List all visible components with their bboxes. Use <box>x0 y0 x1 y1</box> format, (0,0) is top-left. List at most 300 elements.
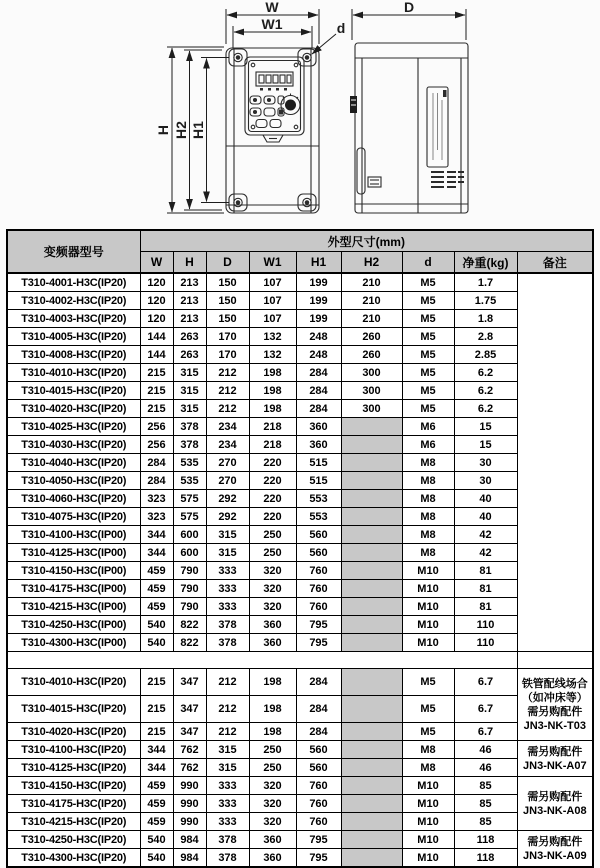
cell-h: 213 <box>173 273 206 292</box>
cell-model: T310-4015-H3C(IP20) <box>7 696 140 723</box>
cell-h: 990 <box>173 813 206 831</box>
cell-weight: 30 <box>454 454 517 472</box>
cell-w1: 360 <box>249 849 296 868</box>
cell-h2 <box>341 418 402 436</box>
latch <box>368 177 381 187</box>
cell-w1: 198 <box>249 669 296 696</box>
cell-screw: M10 <box>402 831 454 849</box>
cell-model: T310-4250-H3C(IP20) <box>7 831 140 849</box>
cell-w: 344 <box>140 759 173 777</box>
table-row <box>7 418 593 436</box>
header-model: 变频器型号 <box>7 230 140 273</box>
cell-h1: 248 <box>296 346 341 364</box>
cell-weight: 6.2 <box>454 364 517 382</box>
cell-w1: 320 <box>249 795 296 813</box>
cell-h1: 795 <box>296 831 341 849</box>
cell-weight: 6.7 <box>454 723 517 741</box>
cell-screw: M10 <box>402 795 454 813</box>
cell-w: 459 <box>140 795 173 813</box>
cell-d: 234 <box>206 436 249 454</box>
cell-h1: 553 <box>296 490 341 508</box>
cell-h2 <box>341 813 402 831</box>
cell-h: 790 <box>173 580 206 598</box>
cell-w: 323 <box>140 490 173 508</box>
cell-model: T310-4175-H3C(IP20) <box>7 795 140 813</box>
cell-weight: 6.2 <box>454 400 517 418</box>
cell-w: 540 <box>140 831 173 849</box>
cell-h1: 284 <box>296 364 341 382</box>
cell-model: T310-4300-H3C(IP00) <box>7 634 140 652</box>
cell-h1: 284 <box>296 723 341 741</box>
remark-line: JN3-NK-A07 <box>523 759 587 772</box>
cell-w1: 218 <box>249 436 296 454</box>
remark-line: （如冲床等） <box>521 691 588 704</box>
cell-model: T310-4150-H3C(IP20) <box>7 777 140 795</box>
header-w1: W1 <box>249 252 296 274</box>
cell-w: 323 <box>140 508 173 526</box>
cell-h2 <box>341 580 402 598</box>
cell-w1: 198 <box>249 723 296 741</box>
table-row <box>7 849 593 868</box>
table-section-2 <box>7 669 593 868</box>
cell-h: 984 <box>173 849 206 868</box>
cell-d: 333 <box>206 598 249 616</box>
cell-h1: 199 <box>296 310 341 328</box>
table-row <box>7 346 593 364</box>
cell-w: 459 <box>140 562 173 580</box>
cell-h: 790 <box>173 598 206 616</box>
cell-screw: M8 <box>402 759 454 777</box>
cell-model: T310-4001-H3C(IP20) <box>7 273 140 292</box>
cell-h: 822 <box>173 616 206 634</box>
cell-w1: 198 <box>249 382 296 400</box>
cell-h1: 553 <box>296 508 341 526</box>
cell-h1: 284 <box>296 400 341 418</box>
table-row <box>7 669 593 696</box>
cell-h2: 210 <box>341 310 402 328</box>
cell-model: T310-4060-H3C(IP20) <box>7 490 140 508</box>
cell-h: 213 <box>173 292 206 310</box>
cell-h1: 760 <box>296 813 341 831</box>
cell-model: T310-4015-H3C(IP20) <box>7 382 140 400</box>
cell-h: 315 <box>173 400 206 418</box>
cell-weight: 40 <box>454 490 517 508</box>
remark-line: 需另购配件 <box>527 835 583 848</box>
cell-h2 <box>341 490 402 508</box>
cell-d: 212 <box>206 382 249 400</box>
cell-weight: 15 <box>454 418 517 436</box>
cell-h2 <box>341 544 402 562</box>
table-row <box>7 273 593 292</box>
cell-w1: 107 <box>249 273 296 292</box>
cell-model: T310-4030-H3C(IP20) <box>7 436 140 454</box>
cell-h2 <box>341 795 402 813</box>
cell-d: 212 <box>206 696 249 723</box>
cell-model: T310-4125-H3C(IP00) <box>7 544 140 562</box>
header-screw: d <box>402 252 454 274</box>
cell-h: 378 <box>173 436 206 454</box>
cell-w: 459 <box>140 580 173 598</box>
remark-line: 需另购配件 <box>527 790 583 803</box>
side-view <box>350 43 468 213</box>
cell-screw: M5 <box>402 273 454 292</box>
cell-screw: M8 <box>402 454 454 472</box>
cell-screw: M10 <box>402 580 454 598</box>
cell-screw: M10 <box>402 813 454 831</box>
cell-d: 315 <box>206 544 249 562</box>
table-row <box>7 328 593 346</box>
cell-d: 333 <box>206 580 249 598</box>
cell-h2 <box>341 562 402 580</box>
cell-w: 256 <box>140 418 173 436</box>
cell-w: 344 <box>140 544 173 562</box>
cell-d: 150 <box>206 273 249 292</box>
cell-h1: 284 <box>296 382 341 400</box>
cell-h2 <box>341 454 402 472</box>
table-row <box>7 454 593 472</box>
cell-h: 575 <box>173 508 206 526</box>
cell-h1: 760 <box>296 562 341 580</box>
cell-weight: 42 <box>454 544 517 562</box>
cell-screw: M5 <box>402 400 454 418</box>
cell-h1: 560 <box>296 741 341 759</box>
cell-model: T310-4215-H3C(IP20) <box>7 813 140 831</box>
cell-model: T310-4300-H3C(IP20) <box>7 849 140 868</box>
cell-h2 <box>341 436 402 454</box>
cell-d: 212 <box>206 723 249 741</box>
cell-weight: 2.85 <box>454 346 517 364</box>
cell-h: 600 <box>173 544 206 562</box>
dim-label-h2: H2 <box>173 121 189 139</box>
cell-d: 378 <box>206 831 249 849</box>
header-dims-group: 外型尺寸(mm) <box>140 230 593 252</box>
cell-w: 344 <box>140 741 173 759</box>
cell-h1: 795 <box>296 849 341 868</box>
header-remark: 备注 <box>517 252 593 274</box>
table-header <box>7 230 593 273</box>
cell-h1: 760 <box>296 777 341 795</box>
cell-weight: 85 <box>454 777 517 795</box>
cell-h2 <box>341 759 402 777</box>
spacer-remark-cell <box>517 652 593 669</box>
remark-cell <box>517 777 593 831</box>
dim-label-d-screw: d <box>336 20 346 36</box>
cell-h1: 560 <box>296 526 341 544</box>
cell-weight: 42 <box>454 526 517 544</box>
remark-line: 需另购配件 <box>527 705 583 718</box>
cell-h2: 210 <box>341 273 402 292</box>
cell-w1: 220 <box>249 454 296 472</box>
cell-w1: 220 <box>249 490 296 508</box>
cell-w1: 218 <box>249 418 296 436</box>
cell-h2 <box>341 616 402 634</box>
cell-screw: M10 <box>402 849 454 868</box>
table-row <box>7 472 593 490</box>
dim-label-depth: D <box>403 0 415 15</box>
spacer-cell <box>7 652 517 669</box>
cell-h2: 300 <box>341 382 402 400</box>
cell-screw: M5 <box>402 696 454 723</box>
cell-h1: 360 <box>296 436 341 454</box>
remark-line: 铁管配线场合 <box>521 677 588 690</box>
cell-model: T310-4125-H3C(IP20) <box>7 759 140 777</box>
cell-w1: 198 <box>249 696 296 723</box>
dim-label-h1: H1 <box>190 121 206 139</box>
header-h1: H1 <box>296 252 341 274</box>
cell-model: T310-4025-H3C(IP20) <box>7 418 140 436</box>
table-row <box>7 310 593 328</box>
cell-screw: M10 <box>402 598 454 616</box>
cell-model: T310-4008-H3C(IP20) <box>7 346 140 364</box>
cell-h1: 284 <box>296 669 341 696</box>
cell-h2: 210 <box>341 292 402 310</box>
cell-w: 540 <box>140 849 173 868</box>
table-row <box>7 436 593 454</box>
table-spacer <box>7 652 593 669</box>
remark-line: JN3-NK-A08 <box>523 804 587 817</box>
cell-w1: 250 <box>249 741 296 759</box>
table-row <box>7 508 593 526</box>
remark-line: JN3-NK-A09 <box>523 849 587 862</box>
cell-weight: 110 <box>454 616 517 634</box>
cell-w1: 250 <box>249 526 296 544</box>
cell-w1: 132 <box>249 346 296 364</box>
remark-line: JN3-NK-T03 <box>523 719 586 732</box>
cell-d: 150 <box>206 292 249 310</box>
cell-h2 <box>341 598 402 616</box>
table-row <box>7 777 593 795</box>
cell-d: 333 <box>206 777 249 795</box>
cell-h1: 760 <box>296 598 341 616</box>
cell-h: 535 <box>173 472 206 490</box>
cell-h: 315 <box>173 364 206 382</box>
cell-w: 284 <box>140 454 173 472</box>
spacer-row <box>7 652 593 669</box>
cell-h1: 248 <box>296 328 341 346</box>
cell-d: 212 <box>206 364 249 382</box>
cell-model: T310-4150-H3C(IP00) <box>7 562 140 580</box>
cell-model: T310-4215-H3C(IP00) <box>7 598 140 616</box>
cell-h2 <box>341 696 402 723</box>
cell-w: 120 <box>140 273 173 292</box>
cell-w1: 198 <box>249 364 296 382</box>
cell-weight: 30 <box>454 472 517 490</box>
cell-h2 <box>341 634 402 652</box>
cell-h2: 300 <box>341 400 402 418</box>
cell-h2: 260 <box>341 328 402 346</box>
cell-screw: M5 <box>402 346 454 364</box>
cell-d: 315 <box>206 741 249 759</box>
cell-d: 333 <box>206 795 249 813</box>
cell-model: T310-4050-H3C(IP20) <box>7 472 140 490</box>
cell-w: 120 <box>140 292 173 310</box>
cell-w1: 320 <box>249 562 296 580</box>
header-h: H <box>173 252 206 274</box>
cell-h1: 560 <box>296 544 341 562</box>
header-weight: 净重(kg) <box>454 252 517 274</box>
cell-w1: 250 <box>249 544 296 562</box>
front-view <box>226 48 319 213</box>
cell-h2 <box>341 849 402 868</box>
cell-model: T310-4010-H3C(IP20) <box>7 669 140 696</box>
table-row <box>7 598 593 616</box>
cell-h1: 515 <box>296 454 341 472</box>
cell-w1: 360 <box>249 831 296 849</box>
remark-cell <box>517 741 593 777</box>
cell-model: T310-4020-H3C(IP20) <box>7 400 140 418</box>
cell-weight: 46 <box>454 759 517 777</box>
dim-label-w: W <box>265 0 279 15</box>
cell-w1: 360 <box>249 634 296 652</box>
cell-h: 347 <box>173 696 206 723</box>
cell-w: 215 <box>140 364 173 382</box>
cell-screw: M5 <box>402 292 454 310</box>
cell-weight: 40 <box>454 508 517 526</box>
dim-label-w1: W1 <box>261 16 283 32</box>
cell-w1: 320 <box>249 598 296 616</box>
cell-h: 790 <box>173 562 206 580</box>
cell-screw: M8 <box>402 544 454 562</box>
cell-h1: 795 <box>296 616 341 634</box>
header-h2: H2 <box>341 252 402 274</box>
cell-d: 170 <box>206 346 249 364</box>
cell-h1: 760 <box>296 580 341 598</box>
cell-h: 347 <box>173 669 206 696</box>
cell-w: 120 <box>140 310 173 328</box>
cell-weight: 81 <box>454 580 517 598</box>
cell-d: 292 <box>206 490 249 508</box>
cell-w1: 107 <box>249 292 296 310</box>
cell-screw: M8 <box>402 490 454 508</box>
cell-h: 263 <box>173 328 206 346</box>
cell-model: T310-4005-H3C(IP20) <box>7 328 140 346</box>
cell-w1: 220 <box>249 508 296 526</box>
keypad-buttons <box>250 96 284 128</box>
table-row <box>7 813 593 831</box>
cell-w1: 250 <box>249 759 296 777</box>
cell-weight: 81 <box>454 598 517 616</box>
dimension-table <box>6 229 594 868</box>
cell-h: 535 <box>173 454 206 472</box>
cell-weight: 46 <box>454 741 517 759</box>
cell-h1: 515 <box>296 472 341 490</box>
cell-h: 263 <box>173 346 206 364</box>
cell-h2: 300 <box>341 364 402 382</box>
cell-d: 378 <box>206 616 249 634</box>
table-row <box>7 634 593 652</box>
cell-h2 <box>341 508 402 526</box>
cell-w1: 320 <box>249 777 296 795</box>
cell-w: 344 <box>140 526 173 544</box>
cell-weight: 1.7 <box>454 273 517 292</box>
cell-screw: M5 <box>402 310 454 328</box>
cell-screw: M8 <box>402 508 454 526</box>
vent-slots <box>431 172 464 187</box>
cell-w: 459 <box>140 813 173 831</box>
cell-screw: M8 <box>402 526 454 544</box>
mounting-holes <box>229 49 316 211</box>
cell-w: 459 <box>140 777 173 795</box>
cell-d: 170 <box>206 328 249 346</box>
cell-h: 575 <box>173 490 206 508</box>
cell-w1: 320 <box>249 813 296 831</box>
cell-w: 144 <box>140 346 173 364</box>
cell-h2 <box>341 723 402 741</box>
header-w: W <box>140 252 173 274</box>
table-row <box>7 292 593 310</box>
cell-w: 284 <box>140 472 173 490</box>
cell-w1: 220 <box>249 472 296 490</box>
cell-w: 540 <box>140 634 173 652</box>
keypad-panel <box>245 57 304 135</box>
cell-weight: 118 <box>454 849 517 868</box>
cell-h2 <box>341 777 402 795</box>
remark-empty-cell <box>517 273 593 652</box>
cell-screw: M8 <box>402 472 454 490</box>
cell-d: 292 <box>206 508 249 526</box>
cell-w: 459 <box>140 598 173 616</box>
cell-h2 <box>341 669 402 696</box>
cell-h: 378 <box>173 418 206 436</box>
cell-screw: M5 <box>402 382 454 400</box>
cell-h: 213 <box>173 310 206 328</box>
cell-weight: 15 <box>454 436 517 454</box>
cell-weight: 118 <box>454 831 517 849</box>
table-row <box>7 544 593 562</box>
cell-h2: 260 <box>341 346 402 364</box>
cell-d: 212 <box>206 669 249 696</box>
table-row <box>7 759 593 777</box>
cell-weight: 1.75 <box>454 292 517 310</box>
table-row <box>7 490 593 508</box>
cell-h1: 760 <box>296 795 341 813</box>
remark-cell <box>517 831 593 868</box>
remark-line: 需另购配件 <box>527 745 583 758</box>
cell-h1: 199 <box>296 273 341 292</box>
cell-d: 150 <box>206 310 249 328</box>
cell-h1: 795 <box>296 634 341 652</box>
cell-weight: 85 <box>454 795 517 813</box>
cell-h2 <box>341 472 402 490</box>
dim-label-h: H <box>155 124 171 136</box>
table-row <box>7 741 593 759</box>
cell-w1: 320 <box>249 580 296 598</box>
drawing-svg <box>0 0 600 229</box>
cell-h1: 360 <box>296 418 341 436</box>
cell-d: 378 <box>206 849 249 868</box>
cell-screw: M6 <box>402 436 454 454</box>
cell-w: 540 <box>140 616 173 634</box>
cell-h: 990 <box>173 795 206 813</box>
cell-h2 <box>341 526 402 544</box>
cell-model: T310-4100-H3C(IP00) <box>7 526 140 544</box>
cell-screw: M8 <box>402 741 454 759</box>
cell-h1: 560 <box>296 759 341 777</box>
cell-model: T310-4002-H3C(IP20) <box>7 292 140 310</box>
cell-h: 762 <box>173 741 206 759</box>
cell-d: 270 <box>206 472 249 490</box>
cell-h1: 284 <box>296 696 341 723</box>
cell-w1: 360 <box>249 616 296 634</box>
cell-model: T310-4075-H3C(IP20) <box>7 508 140 526</box>
cell-weight: 81 <box>454 562 517 580</box>
cell-h: 347 <box>173 723 206 741</box>
cell-h2 <box>341 741 402 759</box>
cell-w: 215 <box>140 723 173 741</box>
cell-w: 144 <box>140 328 173 346</box>
table-row <box>7 723 593 741</box>
table-row <box>7 696 593 723</box>
